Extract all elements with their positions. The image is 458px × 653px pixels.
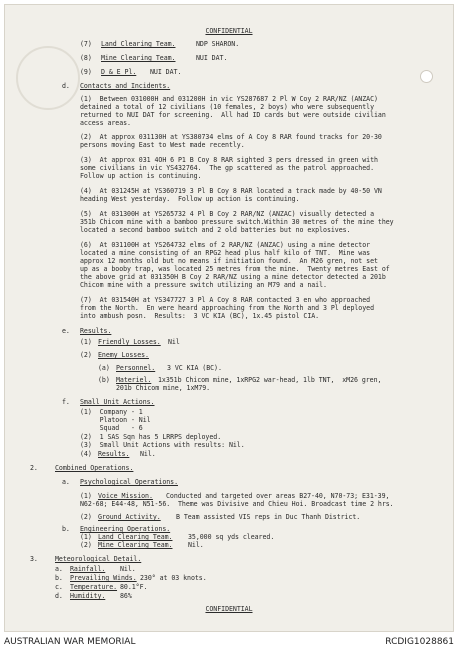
materiel-num: (b) (98, 376, 110, 384)
met-label: Prevailing Winds. (70, 574, 137, 582)
small-unit-item: (2) 1 SAS Sqn has 5 LRRPS deployed. (80, 433, 222, 441)
contacts-letter: d. (62, 82, 70, 90)
contact-3-line-3: Follow up action is continuing. (80, 172, 202, 180)
combined-num: 2. (30, 464, 38, 472)
contact-4-line-1: (4) At 031245H at YS360719 3 Pl B Coy 8 RAR located a track made by 40-50 VN (80, 187, 382, 195)
ground-activity-num: (2) (80, 513, 92, 521)
classification-header: CONFIDENTIAL (205, 27, 253, 35)
item-8-value: NUI DAT. (196, 54, 228, 62)
item-9-label: D & E Pl. (101, 68, 137, 76)
small-unit-item: Platoon - Nil (80, 416, 151, 424)
contacts-heading: Contacts and Incidents. (80, 82, 171, 90)
enemy-losses-num: (2) (80, 351, 92, 359)
small-unit-letter: f. (62, 398, 70, 406)
met-label: Temperature. (70, 583, 118, 591)
small-unit-item: Squad - 6 (80, 424, 143, 432)
materiel-line-2: 201b Chicom mine, 1xM79. (116, 384, 211, 392)
contact-3-line-2: some civilians in vic YS432764. The gp scattered as the patrol approached. (80, 164, 374, 172)
met-heading: Meteorological Detail. (55, 555, 142, 563)
met-value: Nil. (120, 565, 136, 573)
item-8-label: Mine Clearing Team. (101, 54, 176, 62)
contact-6-line-4: up as a booby trap, was located 25 metres from the mine. Twenty metres East of (80, 265, 390, 273)
voice-mission-line-1: Conducted and targeted over areas B27-40, N70-73; E31-39, (166, 492, 390, 500)
item-7-label: Land Clearing Team. (101, 40, 176, 48)
results-letter: e. (62, 327, 70, 335)
contact-1-line-1: (1) Between 031000H and 031200H in vic YS287687 2 Pl W Coy 2 RAR/NZ (ANZAC) (80, 95, 378, 103)
contact-6-line-1: (6) At 031100H at YS264732 elms of 2 RAR/NZ (ANZAC) using a mine detector (80, 241, 371, 249)
small-unit-results-num: (4) (80, 450, 92, 458)
contact-6-line-5: the above grid at 031350H B Coy 2 RAR/NZ using a mine detector detected a 201b (80, 273, 386, 281)
met-label: Humidity. (70, 592, 106, 600)
friendly-losses-num: (1) (80, 338, 92, 346)
contact-5-line-1: (5) At 031300H at YS265732 4 Pl B Coy 2 RAR/NZ (ANZAC) visually detected a (80, 210, 374, 218)
contact-1-line-2: detained a total of 12 civilians (10 females, 2 boys) who were subsequently (80, 103, 374, 111)
small-unit-heading: Small Unit Actions. (80, 398, 155, 406)
met-letter: a. (55, 565, 63, 573)
contact-5-line-2: 351b Chicom mine with a bamboo pressure switch.Within 30 metres of the mine they (80, 218, 394, 226)
small-unit-results-value: Nil. (140, 450, 156, 458)
item-8-num: (8) (80, 54, 92, 62)
contact-5-line-3: located a second bamboo switch and 2 old batteries but no explosives. (80, 226, 351, 234)
voice-mission-num: (1) (80, 492, 92, 500)
contact-4-line-2: heading West yesterday. Follow up action is continuing. (80, 195, 300, 203)
materiel-label: Materiel. (116, 376, 152, 384)
personnel-num: (a) (98, 364, 110, 372)
psyops-heading: Psychological Operations. (80, 478, 178, 486)
met-value: 80.1°F. (120, 583, 148, 591)
contact-6-line-6: Chicom mine with a pressure switch utilizing an M79 and a nail. (80, 281, 327, 289)
contact-7-line-1: (7) At 031540H at YS347727 3 Pl A Coy 8 RAR contacted 3 en who approached (80, 296, 371, 304)
archive-reference: RCDIG1028861 (385, 637, 454, 647)
small-unit-item: (3) Small Unit Actions with results: Nil. (80, 441, 245, 449)
item-7-value: NDP SHARON. (196, 40, 240, 48)
friendly-losses-value: Nil (168, 338, 180, 346)
voice-mission-line-2: N62-68; E44-48, N51-56. Theme was Divisive and Chieu Hoi. Broadcast time 2 hrs. (80, 500, 394, 508)
item-9-value: NUI DAT. (150, 68, 182, 76)
materiel-line-1: 1x351b Chicom mine, 1xRPG2 war-head, 1lb TNT, xM26 gren, (158, 376, 382, 384)
personnel-value: 3 VC KIA (BC). (167, 364, 222, 372)
archive-footer (0, 633, 458, 653)
mine-clearing-num: (2) (80, 541, 92, 549)
met-value: 86% (120, 592, 132, 600)
archive-name: AUSTRALIAN WAR MEMORIAL (4, 637, 136, 647)
ground-activity-value: B Team assisted VIS reps in Duc Thanh District. (176, 513, 361, 521)
classification-footer: CONFIDENTIAL (205, 605, 253, 613)
contact-3-line-1: (3) At approx 031 4OH 6 P1 B Coy 8 RAR sighted 3 pers dressed in green with (80, 156, 378, 164)
contact-7-line-2: from the North. En were heard approaching from the North and 3 Pl deployed (80, 304, 374, 312)
item-9-num: (9) (80, 68, 92, 76)
met-letter: b. (55, 574, 63, 582)
enemy-losses-label: Enemy Losses. (98, 351, 149, 359)
combined-heading: Combined Operations. (55, 464, 134, 472)
mine-clearing-value: Nil. (188, 541, 204, 549)
land-clearing-label: Land Clearing Team. (98, 533, 173, 541)
met-label: Rainfall. (70, 565, 106, 573)
land-clearing-value: 35,000 sq yds cleared. (188, 533, 275, 541)
results-heading: Results. (80, 327, 112, 335)
contact-2-line-1: (2) At approx 031130H at YS380734 elms of A Coy 8 RAR found tracks for 20-30 (80, 133, 382, 141)
met-letter: d. (55, 592, 63, 600)
contact-6-line-2: located a mine consisting of an RPG2 head plus half kilo of TNT. Mine was (80, 249, 371, 257)
friendly-losses-label: Friendly Losses. (98, 338, 161, 346)
contact-2-line-2: persons moving East to West made recently. (80, 141, 245, 149)
met-num: 3. (30, 555, 38, 563)
engineering-letter: b. (62, 525, 70, 533)
contact-6-line-3: approx 12 months old but no means if initiation found. An M26 gren, not set (80, 257, 378, 265)
contact-1-line-3: returned to NUI DAT for screening. All had ID cards but were outside civilian (80, 111, 386, 119)
item-7-num: (7) (80, 40, 92, 48)
small-unit-results-label: Results. (98, 450, 130, 458)
met-letter: c. (55, 583, 63, 591)
contact-7-line-3: into ambush posn. Results: 3 VC KIA (BC), 1x.45 pistol CIA. (80, 312, 320, 320)
mine-clearing-label: Mine Clearing Team. (98, 541, 173, 549)
small-unit-item: (1) Company - 1 (80, 408, 143, 416)
engineering-heading: Engineering Operations. (80, 525, 171, 533)
psyops-letter: a. (62, 478, 70, 486)
personnel-label: Personnel. (116, 364, 156, 372)
contact-1-line-4: access areas. (80, 119, 131, 127)
met-value: 230° at 03 knots. (140, 574, 207, 582)
ground-activity-label: Ground Activity. (98, 513, 161, 521)
voice-mission-label: Voice Mission. (98, 492, 153, 500)
land-clearing-num: (1) (80, 533, 92, 541)
